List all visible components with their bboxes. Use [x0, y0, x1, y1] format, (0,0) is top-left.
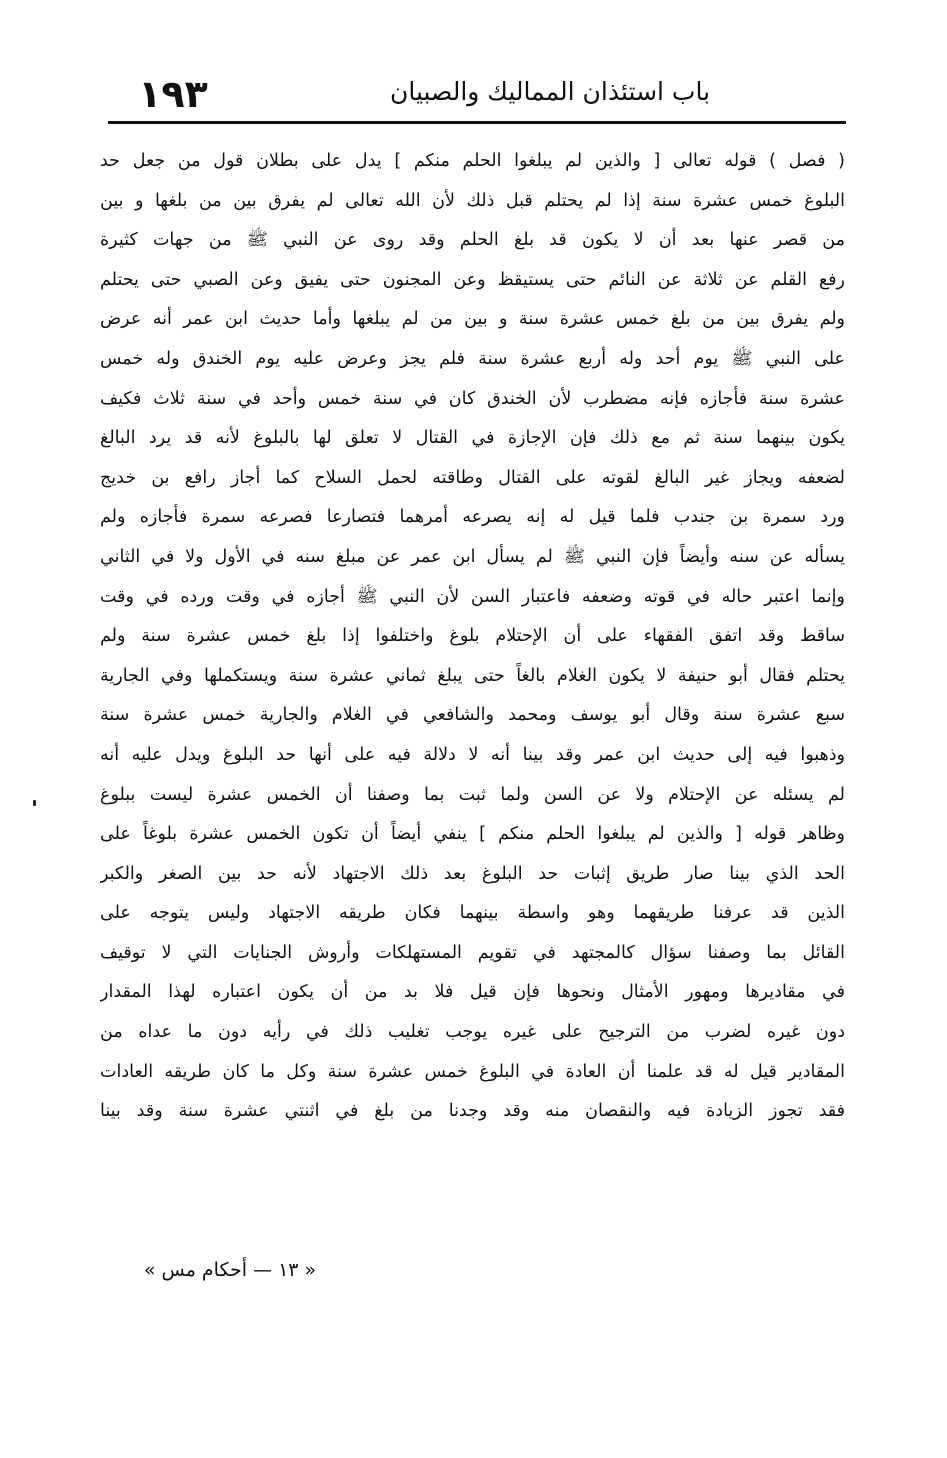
header-rule [108, 121, 846, 124]
text-line: على النبي ﷺ يوم أحد وله أربع عشرة سنة فلم يجز وعرض عليه يوم الخندق وله خمس [100, 348, 845, 369]
text-line: سبع عشرة سنة وقال أبو يوسف ومحمد والشافعي في الغلام والجارية خمس عشرة سنة [100, 705, 845, 726]
text-line: ( فصل ) قوله تعالى [ والذين لم يبلغوا الحلم منكم ] يدل على بطلان قول من جعل حد [100, 151, 845, 171]
text-line: الذين قد عرفنا طريقهما وهو واسطة بينهما فكان طريقه الاجتهاد وليس يتوجه على [100, 903, 845, 924]
text-line: رفع القلم عن ثلاثة عن النائم حتى يستيقظ وعن المجنون حتى يفيق وعن الصبي حتى يحتلم [100, 269, 845, 290]
scan-speck [33, 800, 36, 806]
text-line: المقادير قيل له قد علمنا أن العادة في البلوغ خمس عشرة سنة وكل ما كان طريقه العادات [100, 1061, 845, 1082]
text-line: وإنما اعتبر حاله في قوته وضعفه فاعتبار السن لأن النبي ﷺ أجازه في وقت ورده في وقت [100, 586, 845, 607]
text-line: يحتلم فقال أبو حنيفة لا يكون الغلام بالغاً حتى يبلغ ثماني عشرة سنة ويستكملها وفي الجارية [100, 665, 845, 686]
text-line: البلوغ خمس عشرة سنة إذا لم يحتلم قبل ذلك لأن الله تعالى لم يفرق بين من بلغها و بين [100, 190, 845, 211]
text-line: من قصر عنها بعد أن لا يكون قد بلغ الحلم وقد روى عن النبي ﷺ من جهات كثيرة [100, 230, 845, 251]
text-line: ولم يفرق بين من بلغ خمس عشرة سنة و بين من لم يبلغها وأما حديث ابن عمر أنه عرض [100, 309, 845, 330]
text-line: فقد تجوز الزيادة فيه والنقصان منه وقد وجدنا من بلغ في اثنتي عشرة سنة وقد بينا [100, 1101, 845, 1122]
text-line: في مقاديرها ومهور الأمثال ونحوها فإن قيل فلا بد من أن يكون اعتباره لهذا المقدار [100, 982, 845, 1003]
text-line: الحد الذي بينا صار طريق إثبات حد البلوغ بعد ذلك الاجتهاد لأنه حد بين الصغر والكبر [100, 863, 845, 884]
page-number: ١٩٣ [138, 72, 208, 116]
text-line: يسأله عن سنه وأيضاً فإن النبي ﷺ لم يسأل ابن عمر عن مبلغ سنه في الأول ولا في الثاني [100, 546, 845, 567]
text-line: وذهبوا فيه إلى حديث ابن عمر وقد بينا أنه لا دلالة فيه على أنها حد البلوغ ويدل عليه أنه [100, 744, 845, 765]
signature-mark: « ١٣ — أحكام مس » [143, 1259, 317, 1281]
text-line: عشرة سنة فأجازه فإنه مضطرب لأن الخندق كان في سنة خمس وأحد في سنة ثلاث فكيف [100, 388, 845, 409]
text-line: يكون بينهما سنة ثم مع ذلك فإن الإجازة في القتال لا تعلق لها بالبلوغ لأنه قد يرد البالغ [100, 428, 845, 449]
text-line: ورد سمرة بن جندب فلما قيل له إنه يصرعه أمرهما فتصارعا فصرعه سمرة فأجازه ولم [100, 507, 845, 528]
text-line: دون غيره لضرب من الترجيح على غيره يوجب تغليب ذلك في رأيه دون ما عداه من [100, 1022, 845, 1043]
text-line: القائل بما وصفنا سؤال كالمجتهد في تقويم المستهلكات وأروش الجنايات التي لا توقيف [100, 942, 845, 963]
text-line: ساقط وقد اتفق الفقهاء على أن الإحتلام بلوغ واختلفوا إذا بلغ خمس عشرة سنة ولم [100, 626, 845, 647]
text-line: لضعفه ويجاز غير البالغ لقوته على القتال وطاقته لحمل السلاح كما أجاز رافع بن خديج [100, 467, 845, 488]
running-title: باب استئذان المماليك والصبيان [389, 77, 711, 106]
body-text [100, 142, 845, 1132]
text-line: لم يسئله عن الإحتلام ولا عن السن ولما ثبت بما وصفنا أن الخمس عشرة ليست ببلوغ [100, 784, 845, 805]
text-line: وظاهر قوله [ والذين لم يبلغوا الحلم منكم ] ينفي أيضاً أن تكون الخمس عشرة بلوغاً على [100, 824, 845, 845]
